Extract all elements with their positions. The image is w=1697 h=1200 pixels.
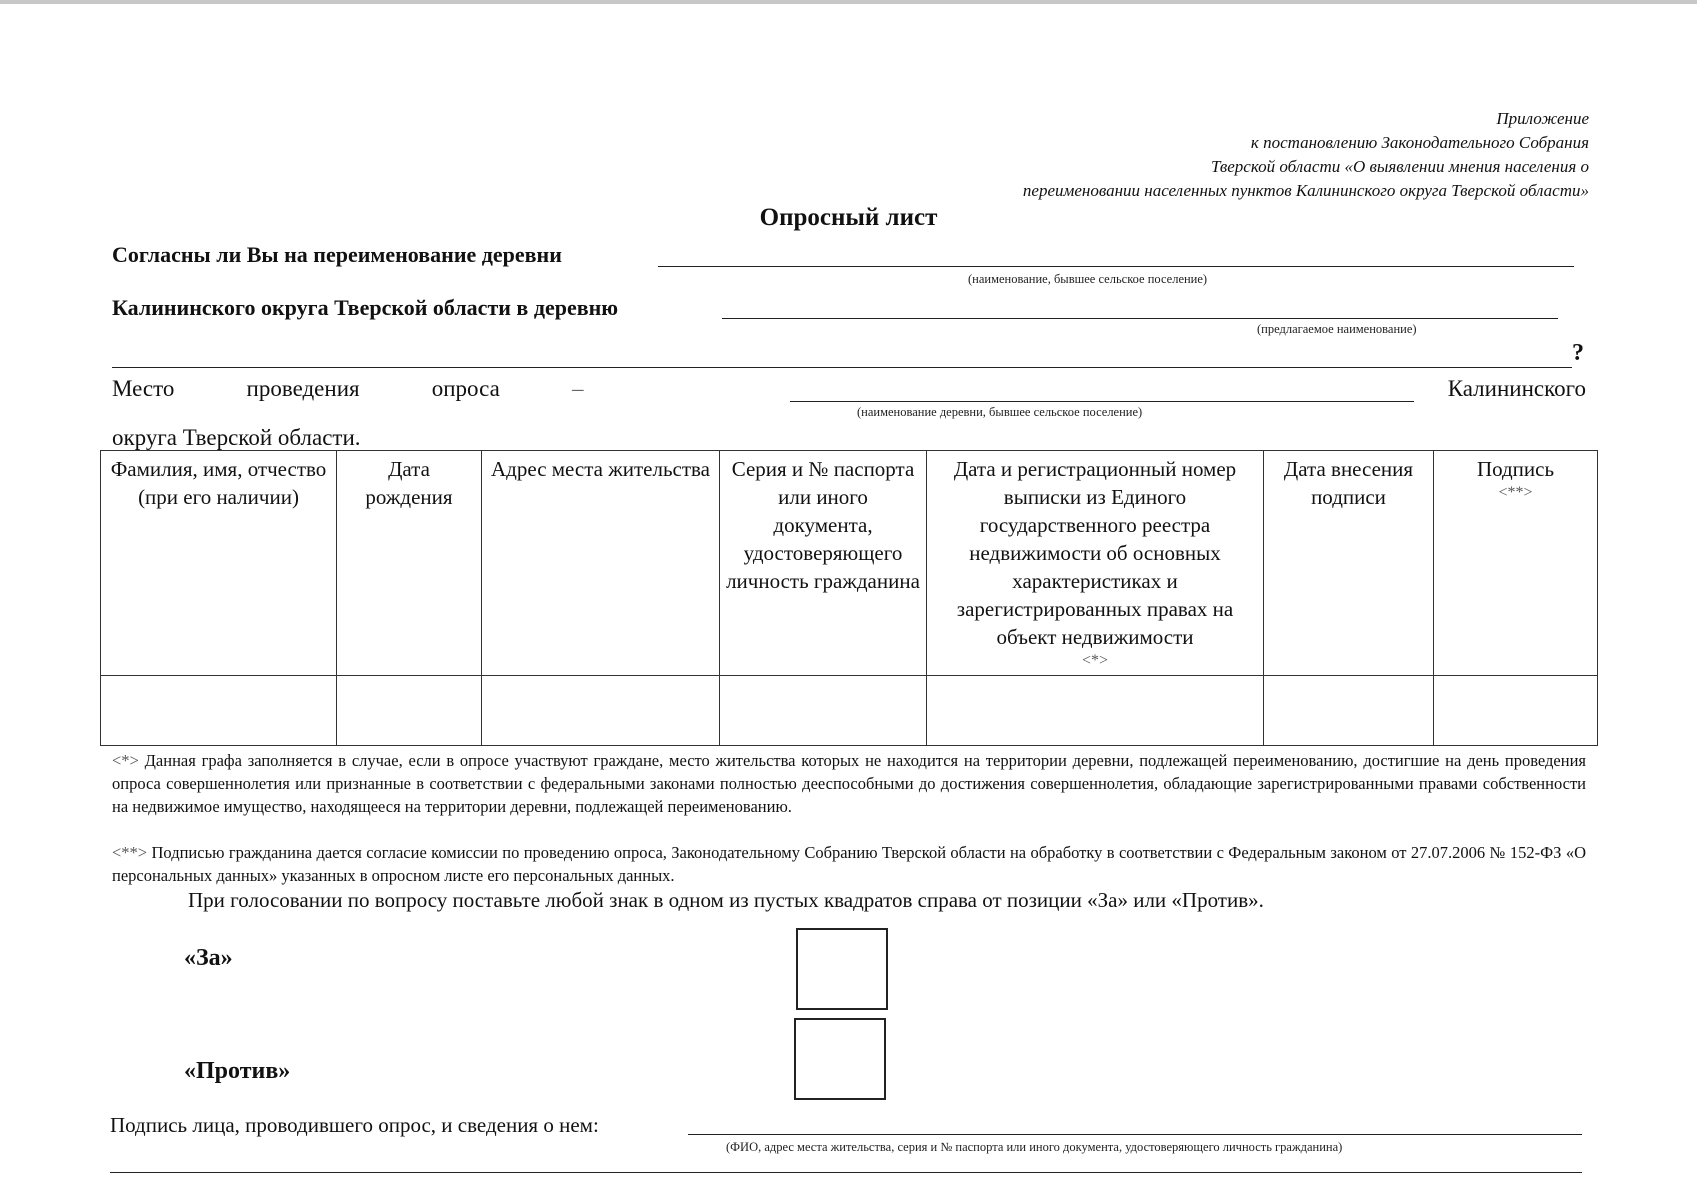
new-name-hint: (предлагаемое наименование) — [1257, 322, 1417, 336]
footnote-1-mark: <*> — [112, 751, 139, 770]
column-header-registry-extract: Дата и регистрационный номер выписки из Единого государственного реестра недвижимости об основных характеристиках и зарегистрированных правах на объект недвижимости <*> — [927, 451, 1264, 676]
scan-top-edge — [0, 0, 1697, 4]
signature-footnote-mark: <**> — [1498, 484, 1533, 501]
column-header-address: Адрес места жительства — [482, 451, 720, 676]
footnote-1-text: Данная графа заполняется в случае, если в опросе участвуют граждане, место жительства которых не находится на территории деревни, подлежащей переименованию, достигшие на день проведения опроса совершеннолетия или признанные в соответствии с федеральными законами полностью дееспособными до достижения совершеннолетия, обладающие зарегистрированными правами собственности на недвижимое имущество, находящееся на территории деревни, подлежащей переименованию. — [112, 751, 1587, 816]
column-header-birth-date: Дата рождения — [337, 451, 482, 676]
voting-instruction: При голосовании по вопросу поставьте любой знак в одном из пустых квадратов справа от позиции «За» или «Против». — [188, 888, 1264, 912]
cell-signature[interactable] — [1434, 676, 1598, 746]
village-name-blank[interactable] — [658, 266, 1574, 267]
footnote-2 — [112, 841, 1586, 887]
survey-place-row — [112, 376, 1586, 402]
registry-footnote-mark: <*> — [1081, 652, 1109, 669]
survey-place-line-2: округа Тверской области. — [112, 425, 361, 450]
column-header-full-name: Фамилия, имя, отчество (при его наличии) — [101, 451, 337, 676]
appendix-line: Приложение — [1496, 109, 1589, 128]
question-continuation-blank[interactable] — [112, 367, 1572, 368]
cell-signature-date[interactable] — [1264, 676, 1434, 746]
footnote-1 — [112, 749, 1586, 818]
cell-address[interactable] — [482, 676, 720, 746]
cell-passport[interactable] — [720, 676, 927, 746]
place-word: опроса — [431, 376, 500, 401]
survey-table — [100, 450, 1598, 746]
option-against-checkbox[interactable] — [794, 1018, 886, 1100]
column-header-signature-date: Дата внесения подписи — [1264, 451, 1434, 676]
option-for-label: «За» — [184, 945, 233, 971]
cell-registry-extract[interactable] — [927, 676, 1264, 746]
survey-place-hint: (наименование деревни, бывшее сельское поселение) — [857, 405, 1143, 419]
column-header-signature: Подпись <**> — [1434, 451, 1598, 676]
appendix-line: переименовании населенных пунктов Калининского округа Тверской области» — [1022, 181, 1589, 200]
survey-place-blank[interactable] — [790, 401, 1414, 402]
cell-full-name[interactable] — [101, 676, 337, 746]
place-word: проведения — [246, 376, 360, 401]
appendix-line: к постановлению Законодательного Собрания — [1250, 133, 1589, 152]
option-against-label: «Против» — [184, 1058, 291, 1084]
footnote-2-mark: <**> — [112, 843, 148, 862]
place-word: Место — [112, 376, 175, 401]
surveyor-signature-label: Подпись лица, проводившего опрос, и сведения о нем: — [110, 1113, 599, 1137]
new-name-blank[interactable] — [722, 318, 1558, 319]
table-row — [101, 676, 1598, 746]
surveyor-signature-blank[interactable] — [688, 1134, 1582, 1135]
table-header-row — [101, 451, 1598, 676]
question-line-1: Согласны ли Вы на переименование деревни — [112, 242, 562, 267]
place-word: – — [571, 376, 584, 401]
appendix-header — [1023, 107, 1589, 203]
page-title: Опросный лист — [759, 204, 938, 231]
option-for-checkbox[interactable] — [796, 928, 888, 1010]
surveyor-signature-hint: (ФИО, адрес места жительства, серия и № паспорта или иного документа, удостоверяющего личность гражданина) — [726, 1140, 1343, 1154]
surveyor-details-blank[interactable] — [110, 1172, 1582, 1173]
footnote-2-text: Подписью гражданина дается согласие комиссии по проведению опроса, Законодательному Собранию Тверской области на обработку в соответствии с Федеральным законом от 27.07.2006 № 152-ФЗ «О персональных данных» указанных в опросном листе его персональных данных. — [112, 843, 1586, 885]
column-header-passport: Серия и № паспорта или иного документа, удостоверяющего личность гражданина — [720, 451, 927, 676]
place-suffix: Калининского — [1447, 376, 1586, 401]
village-name-hint: (наименование, бывшее сельское поселение) — [968, 272, 1208, 286]
appendix-line: Тверской области «О выявлении мнения населения о — [1211, 157, 1589, 176]
cell-birth-date[interactable] — [337, 676, 482, 746]
question-line-2: Калининского округа Тверской области в деревню — [112, 295, 619, 320]
question-mark: ? — [1572, 340, 1584, 366]
